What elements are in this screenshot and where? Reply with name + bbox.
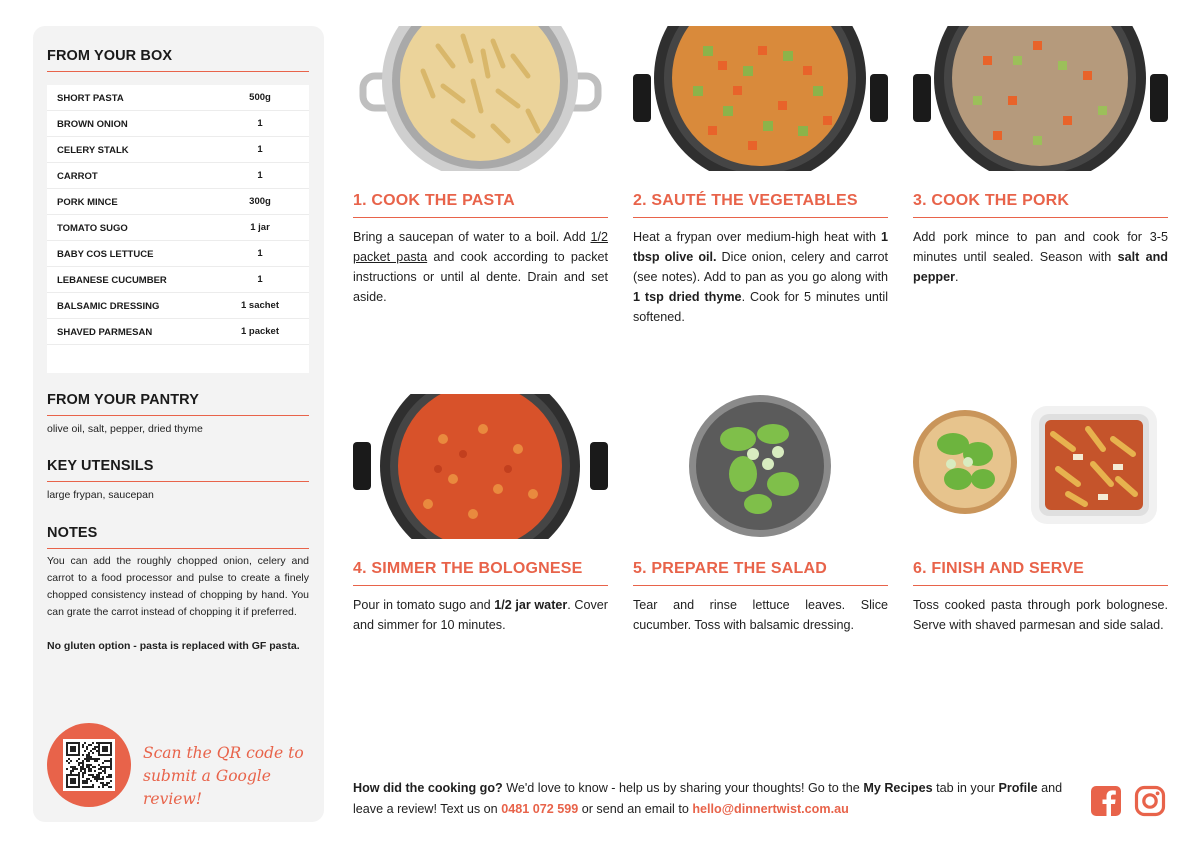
step-title: 6. FINISH AND SERVE bbox=[913, 560, 1084, 577]
ingredient-row bbox=[47, 319, 309, 345]
step-title: 1. COOK THE PASTA bbox=[353, 192, 515, 209]
ingredient-name: SHORT PASTA bbox=[57, 93, 124, 104]
pantry-text: olive oil, salt, pepper, dried thyme bbox=[47, 423, 203, 435]
utensils-text: large frypan, saucepan bbox=[47, 489, 154, 501]
divider bbox=[47, 481, 309, 482]
from-your-pantry-title: FROM YOUR PANTRY bbox=[47, 392, 199, 408]
qr-caption bbox=[143, 742, 313, 811]
step-text-segment: 1/2 jar water bbox=[494, 598, 568, 612]
qr-caption-line: submit a Google review! bbox=[143, 767, 271, 808]
notes-gluten-free: No gluten option - pasta is replaced with GF pasta. bbox=[47, 640, 300, 652]
qr-caption-line: Scan the QR code to bbox=[143, 744, 304, 762]
ingredients-table bbox=[47, 85, 309, 373]
qr-code-badge[interactable] bbox=[47, 723, 131, 807]
step-3 bbox=[913, 26, 1168, 346]
divider bbox=[47, 71, 309, 72]
step-text-segment: Heat a frypan over medium-high heat with bbox=[633, 230, 881, 244]
footer-bold-text: Profile bbox=[998, 781, 1038, 795]
feedback-footer bbox=[353, 778, 1073, 820]
divider bbox=[353, 585, 608, 586]
ingredient-qty: 1 bbox=[257, 170, 263, 181]
ingredient-row bbox=[47, 241, 309, 267]
instagram-icon[interactable] bbox=[1134, 785, 1166, 817]
ingredient-qty: 1 packet bbox=[240, 326, 280, 337]
step-image bbox=[913, 394, 1168, 539]
footer-text: and leave a review! Text us on bbox=[353, 781, 1063, 816]
ingredient-name: LEBANESE CUCUMBER bbox=[57, 275, 167, 286]
ingredient-qty: 500g bbox=[249, 92, 271, 103]
ingredient-name: TOMATO SUGO bbox=[57, 223, 128, 234]
facebook-icon[interactable] bbox=[1090, 785, 1122, 817]
ingredient-qty: 1 bbox=[257, 118, 263, 129]
step-text-segment: Add pork mince to pan and cook for 3-5 minutes until sealed. Season with bbox=[913, 230, 1168, 264]
ingredient-name: BABY COS LETTUCE bbox=[57, 249, 154, 260]
divider bbox=[633, 217, 888, 218]
step-text-segment: Dice onion, celery and carrot (see notes). Add to pan as you go along with bbox=[633, 250, 888, 284]
ingredient-row bbox=[47, 111, 309, 137]
ingredient-row bbox=[47, 267, 309, 293]
step-image bbox=[633, 26, 888, 171]
ingredient-qty: 1 bbox=[257, 274, 263, 285]
step-body bbox=[353, 227, 608, 307]
ingredient-name: CARROT bbox=[57, 171, 98, 182]
step-text-segment: . Cover and simmer for 10 minutes. bbox=[353, 598, 608, 632]
ingredient-name: PORK MINCE bbox=[57, 197, 118, 208]
ingredient-name: CELERY STALK bbox=[57, 145, 129, 156]
from-your-box-title: FROM YOUR BOX bbox=[47, 48, 173, 64]
step-text-segment: Toss cooked pasta through pork bolognese. Serve with shaved parmesan and side salad. bbox=[913, 598, 1168, 632]
ingredient-name: BROWN ONION bbox=[57, 119, 128, 130]
step-body bbox=[913, 227, 1168, 287]
key-utensils-title: KEY UTENSILS bbox=[47, 458, 154, 474]
step-text-segment: . bbox=[955, 270, 959, 284]
step-body bbox=[633, 227, 888, 327]
step-text-segment: Pour in tomato sugo and bbox=[353, 598, 495, 612]
ingredient-qty: 300g bbox=[249, 196, 271, 207]
ingredient-qty: 1 bbox=[257, 144, 263, 155]
footer-bold-text: How did the cooking go? bbox=[353, 781, 503, 795]
divider bbox=[633, 585, 888, 586]
divider bbox=[913, 585, 1168, 586]
ingredient-row bbox=[47, 163, 309, 189]
contact-link[interactable]: hello@dinnertwist.com.au bbox=[692, 802, 849, 816]
divider bbox=[913, 217, 1168, 218]
step-1 bbox=[353, 26, 608, 346]
footer-text: We'd love to know - help us by sharing your thoughts! Go to the bbox=[502, 781, 864, 795]
step-text-segment: . Cook for 5 minutes until softened. bbox=[633, 290, 888, 324]
ingredient-name: BALSAMIC DRESSING bbox=[57, 301, 160, 312]
step-5 bbox=[633, 394, 888, 674]
ingredient-row bbox=[47, 189, 309, 215]
step-body bbox=[353, 595, 608, 635]
step-text-segment: salt and pepper bbox=[913, 250, 1168, 284]
footer-text: or send an email to bbox=[578, 802, 693, 816]
step-6 bbox=[913, 394, 1168, 674]
ingredient-row bbox=[47, 137, 309, 163]
step-text-segment: 1 tsp dried thyme bbox=[633, 290, 742, 304]
divider bbox=[353, 217, 608, 218]
step-text-segment: 1/2 packet pasta bbox=[353, 230, 608, 264]
step-2 bbox=[633, 26, 888, 346]
divider bbox=[47, 548, 309, 549]
step-image bbox=[913, 26, 1168, 171]
step-body bbox=[913, 595, 1168, 635]
sidebar bbox=[33, 26, 324, 822]
step-title: 4. SIMMER THE BOLOGNESE bbox=[353, 560, 583, 577]
step-title: 5. PREPARE THE SALAD bbox=[633, 560, 827, 577]
notes-text: You can add the roughly chopped onion, celery and carrot to a food processor and pulse to create a finely chopped consistency instead of chopping by hand. You can grate the carrot instead of chopping it if preferred. bbox=[47, 555, 309, 618]
ingredient-row bbox=[47, 215, 309, 241]
ingredient-qty: 1 bbox=[257, 248, 263, 259]
step-text-segment: Bring a saucepan of water to a boil. Add bbox=[353, 230, 591, 244]
step-text-segment: Tear and rinse lettuce leaves. Slice cucumber. Toss with balsamic dressing. bbox=[633, 598, 888, 632]
notes-title: NOTES bbox=[47, 525, 98, 541]
footer-text: tab in your bbox=[932, 781, 999, 795]
contact-link[interactable]: 0481 072 599 bbox=[501, 802, 579, 816]
step-image bbox=[633, 394, 888, 539]
qr-code[interactable] bbox=[63, 739, 115, 791]
ingredient-qty: 1 sachet bbox=[240, 300, 280, 311]
step-title: 2. SAUTÉ THE VEGETABLES bbox=[633, 192, 858, 209]
divider bbox=[47, 415, 309, 416]
step-text-segment: 1 tbsp olive oil. bbox=[633, 230, 888, 264]
step-body bbox=[633, 595, 888, 635]
step-4 bbox=[353, 394, 608, 674]
footer-bold-text: My Recipes bbox=[863, 781, 933, 795]
step-text-segment: and cook according to packet instructions or until al dente. Drain and set aside. bbox=[353, 250, 608, 304]
ingredient-name: SHAVED PARMESAN bbox=[57, 327, 153, 338]
ingredient-qty: 1 jar bbox=[250, 222, 270, 233]
step-image bbox=[353, 26, 608, 171]
step-title: 3. COOK THE PORK bbox=[913, 192, 1070, 209]
ingredient-row bbox=[47, 293, 309, 319]
ingredient-row bbox=[47, 85, 309, 111]
step-image bbox=[353, 394, 608, 539]
